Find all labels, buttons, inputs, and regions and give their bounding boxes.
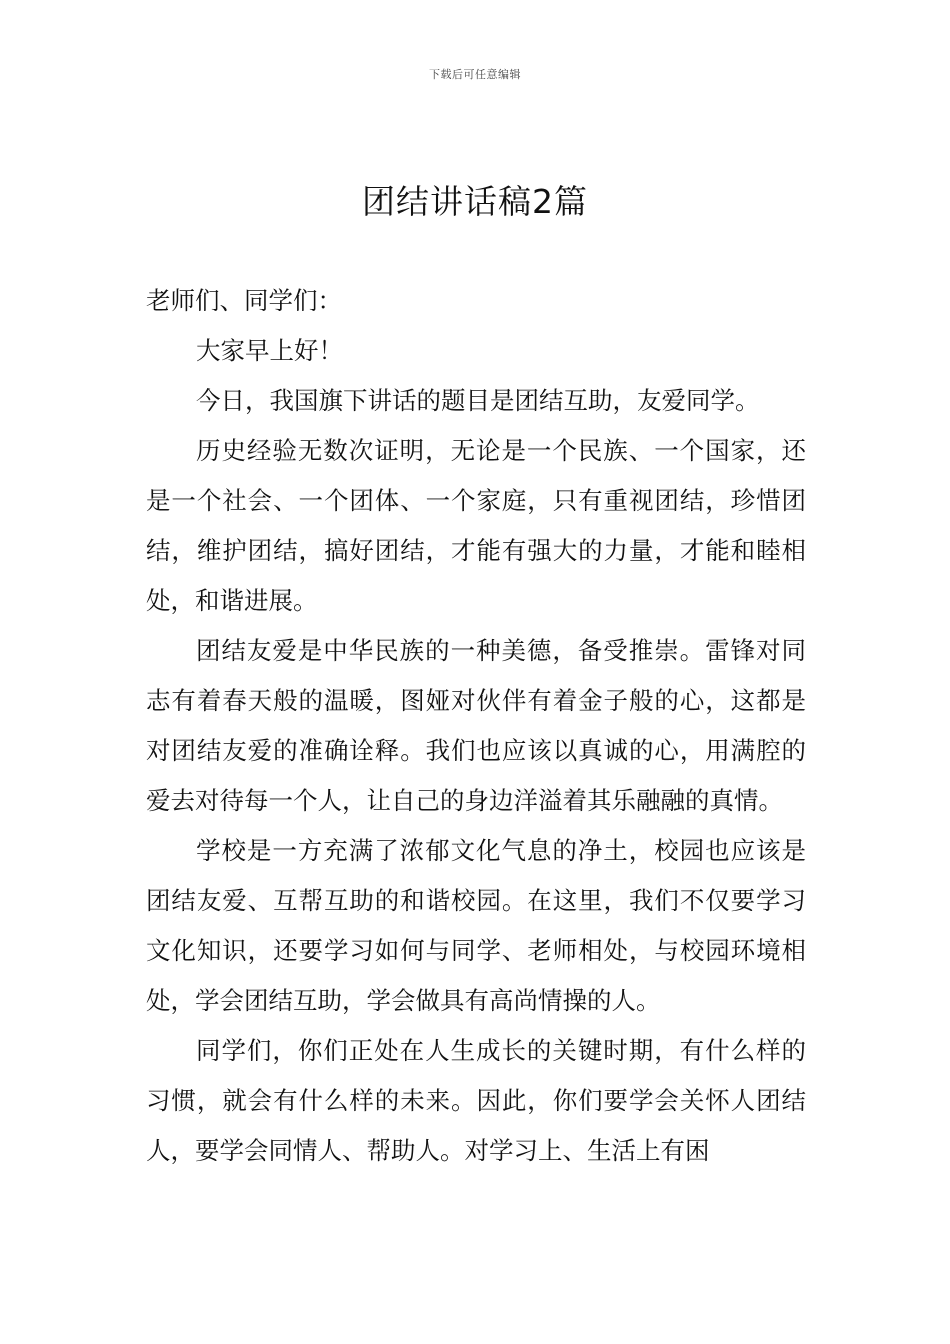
paragraph: 学校是一方充满了浓郁文化气息的净土，校园也应该是团结友爱、互帮互助的和谐校园。在这里，我们不仅要学习文化知识，还要学习如何与同学、老师相处，与校园环境相处，学会团结互助，学会做具有高尚情操的人。: [146, 836, 806, 1015]
document-body: [146, 276, 806, 1176]
paragraph: 同学们，你们正处在人生成长的关键时期，有什么样的习惯，就会有什么样的未来。因此，你们要学会关怀人团结人，要学会同情人、帮助人。对学习上、生活上有困: [146, 1036, 806, 1165]
page-title: 团结讲话稿2篇: [362, 182, 588, 221]
paragraph: 团结友爱是中华民族的一种美德，备受推崇。雷锋对同志有着春天般的温暖，图娅对伙伴有着金子般的心，这都是对团结友爱的准确诠释。我们也应该以真诚的心，用满腔的爱去对待每一个人，让自己的身边洋溢着其乐融融的真情。: [146, 636, 806, 815]
header-note: 下载后可任意编辑: [429, 68, 521, 81]
paragraph: 今日，我国旗下讲话的题目是团结互助，友爱同学。: [196, 386, 760, 415]
paragraph: 历史经验无数次证明，无论是一个民族、一个国家，还是一个社会、一个团体、一个家庭，只有重视团结，珍惜团结，维护团结，搞好团结，才能有强大的力量，才能和睦相处，和谐进展。: [146, 436, 806, 615]
paragraph-salutation: 老师们、同学们：: [146, 286, 342, 315]
paragraph: 大家早上好！: [196, 336, 343, 365]
